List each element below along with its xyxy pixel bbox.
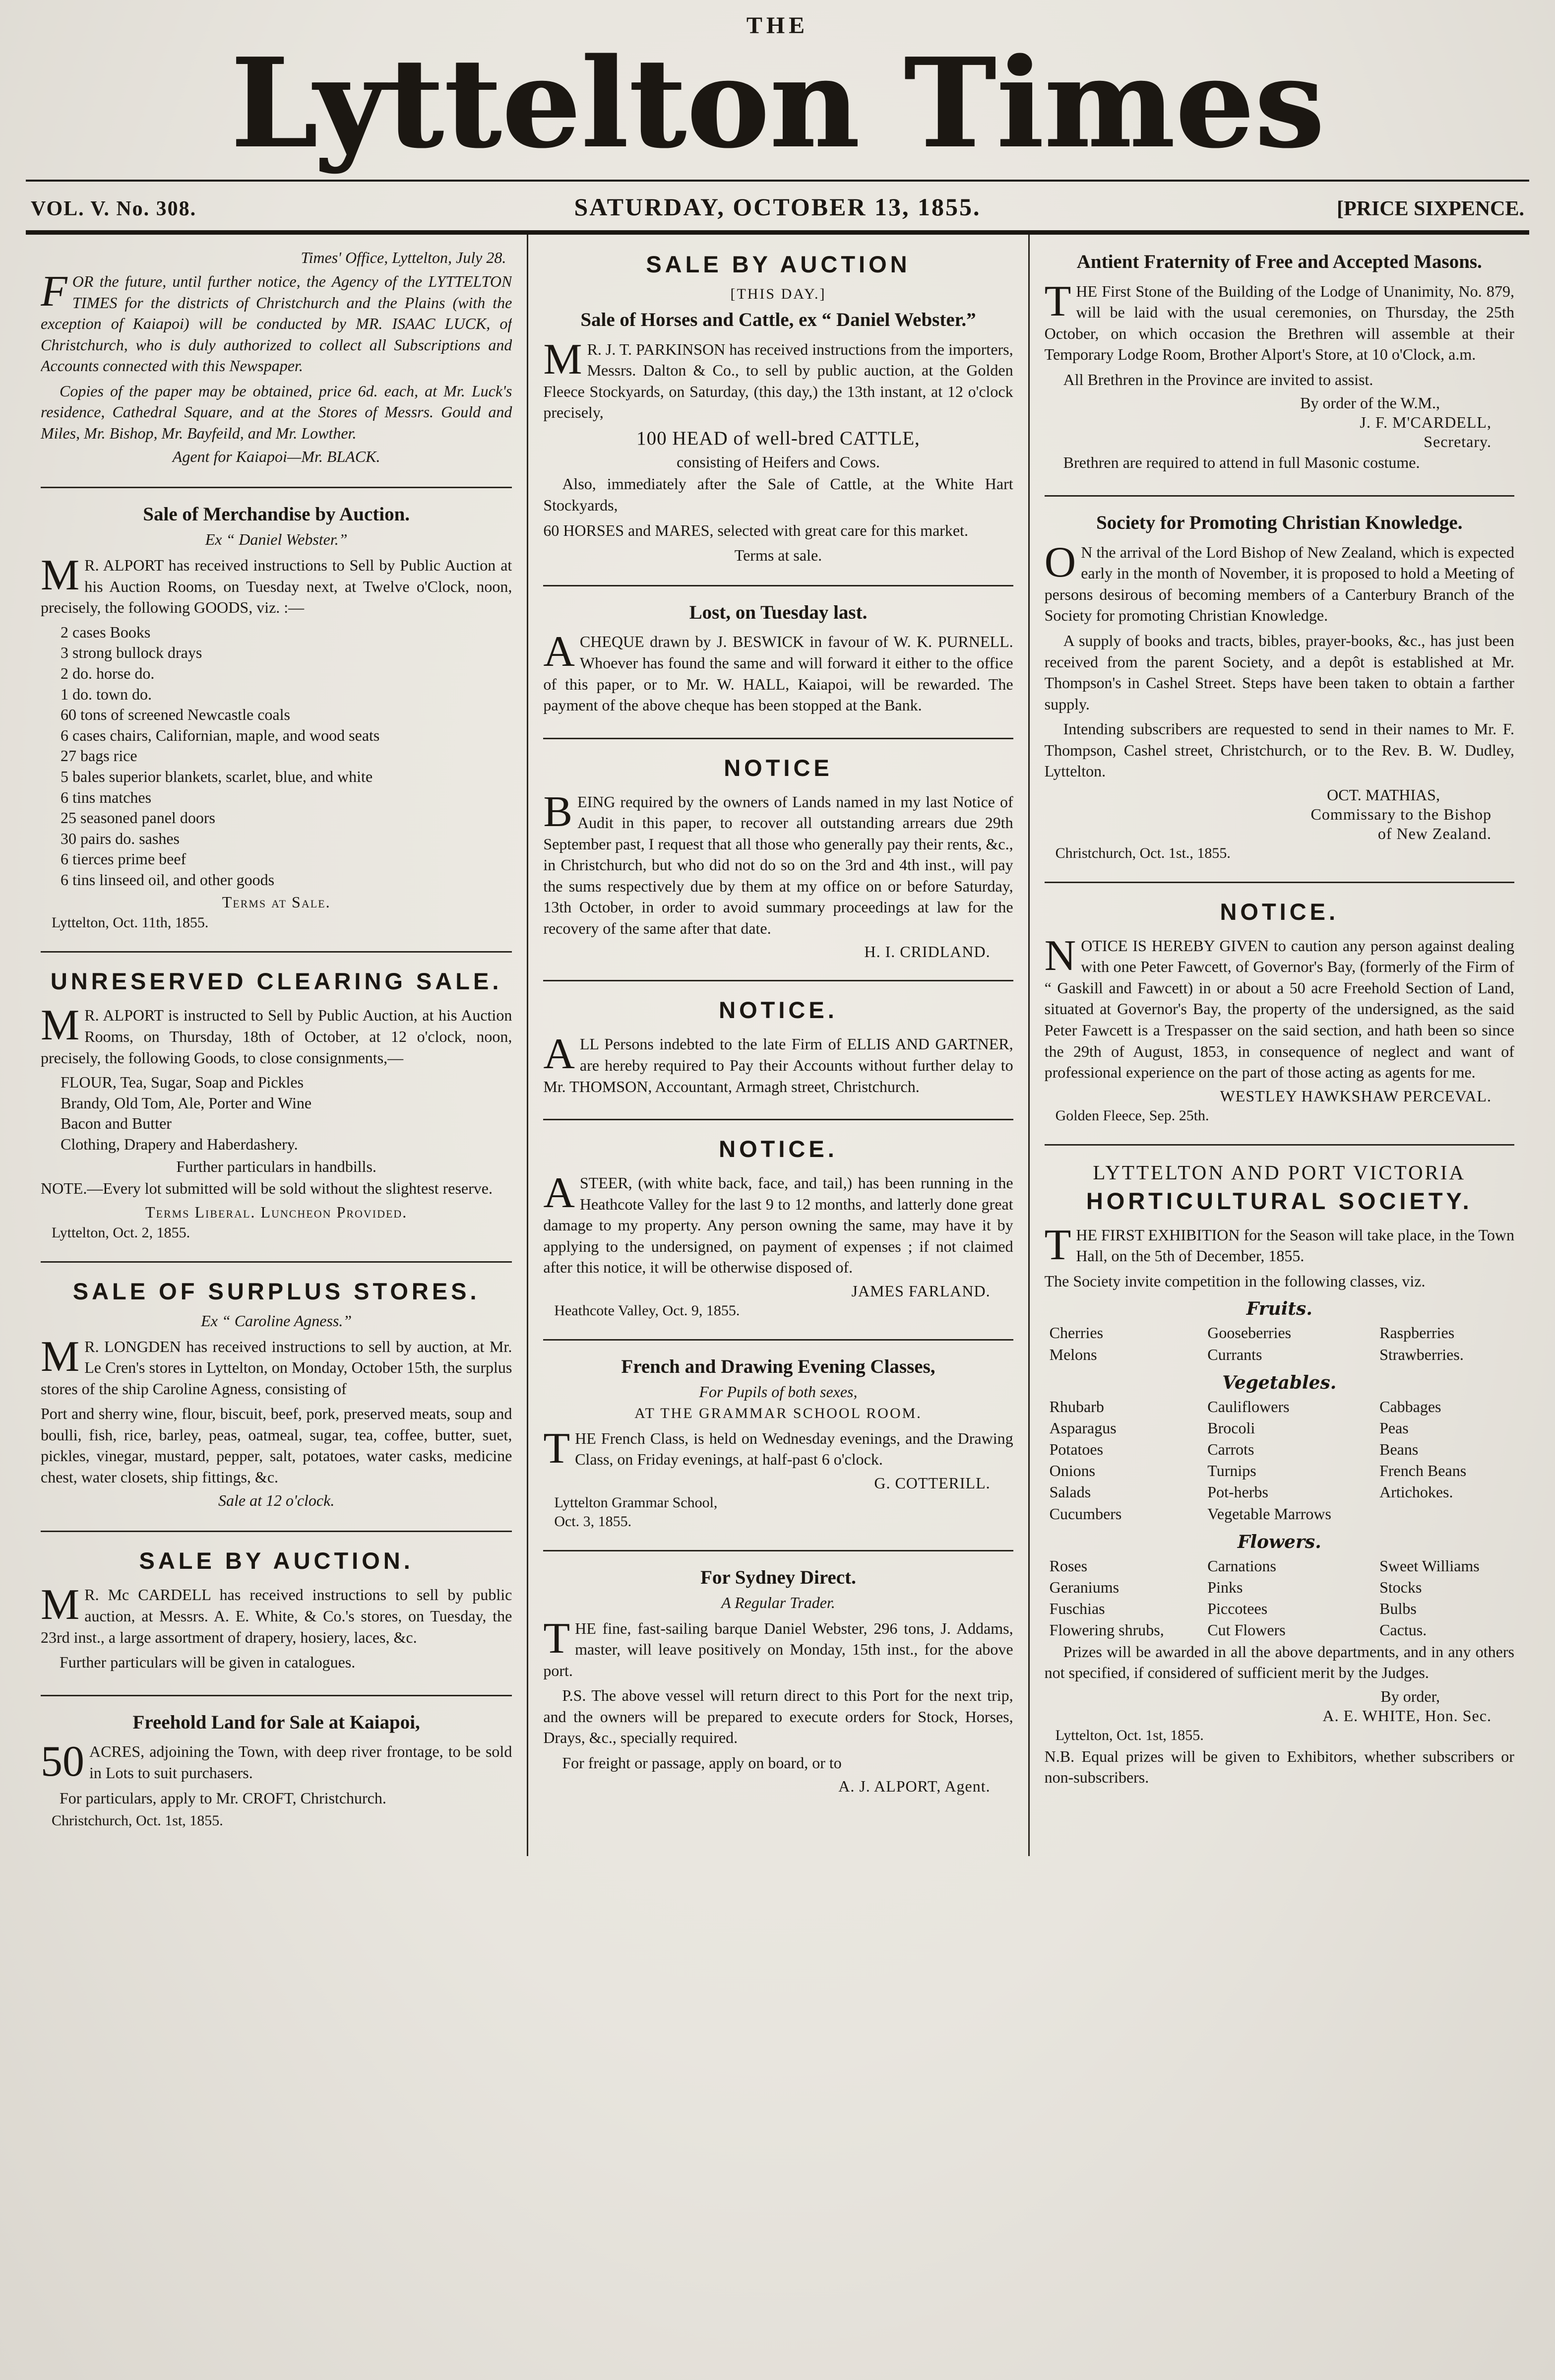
article-subheading: [THIS DAY.] (730, 285, 826, 302)
issue-date: SATURDAY, OCTOBER 13, 1855. (574, 193, 981, 221)
signature: OCT. MATHIAS, (1327, 785, 1440, 804)
signature: G. COTTERILL. (874, 1474, 991, 1492)
article (543, 980, 1013, 1106)
centered-line: Further particulars in handbills. (176, 1157, 376, 1175)
paragraph-text: R. ALPORT has received instructions to Sell by Public Auction at his Auction Rooms, on Tuesday next, at Twelve o'Clock, noon, precisely, the following GOODS, viz. :— (41, 556, 512, 617)
table-row (1045, 1598, 1514, 1619)
masthead-rule-thick (26, 230, 1529, 235)
article-subheading: Ex “ Daniel Webster.” (205, 530, 348, 549)
table-row (1045, 1619, 1514, 1641)
paragraph (41, 1584, 512, 1648)
table-cell: Cut Flowers (1207, 1621, 1286, 1639)
table-cell: Beans (1379, 1440, 1419, 1459)
table-cell (1379, 1503, 1514, 1525)
list-item: Brandy, Old Tom, Ale, Porter and Wine (61, 1094, 312, 1112)
table-cell: Turnips (1207, 1462, 1256, 1480)
table-row (1045, 1439, 1514, 1460)
paragraph: Prizes will be awarded in all the above departments, and in any others not specified, if considered of sufficient merit by the Judges. (1044, 1642, 1514, 1682)
drop-cap: A (543, 631, 575, 676)
page-columns (26, 235, 1529, 1856)
paragraph (543, 1428, 1013, 1470)
table-cell: Bulbs (1379, 1600, 1417, 1618)
table-cell: Rhubarb (1049, 1397, 1104, 1415)
table-cell: Sweet Williams (1379, 1556, 1480, 1575)
paragraph (1045, 935, 1514, 1083)
signature: A. E. WHITE, Hon. Sec. (1322, 1706, 1492, 1725)
table-cell: Raspberries (1379, 1324, 1455, 1342)
paragraph: N.B. Equal prizes will be given to Exhibitors, whether subscribers or non-subscribers. (1044, 1747, 1514, 1787)
paragraph (543, 791, 1013, 939)
paragraph: All Brethren in the Province are invited to assist. (1063, 370, 1373, 388)
paragraph-text: N the arrival of the Lord Bishop of New Zealand, which is expected early in the month of November, it is proposed to hold a Meeting of persons desirous of becoming members of a Canterbury Branch of the Society for promoting Christian Knowledge. (1044, 543, 1514, 625)
table-cell: Onions (1049, 1462, 1096, 1480)
centered-line: Agent for Kaiapoi—Mr. BLACK. (172, 448, 380, 466)
centered-line: 100 HEAD of well-bred CATTLE, (636, 427, 920, 449)
table-cell: Cabbages (1379, 1397, 1441, 1415)
article-heading: NOTICE. (719, 1136, 838, 1162)
article-heading: For Sydney Direct. (700, 1566, 856, 1588)
article-dateline: Lyttelton, Oct. 2, 1855. (52, 1224, 190, 1241)
article-heading: French and Drawing Evening Classes, (621, 1355, 935, 1377)
paragraph: Port and sherry wine, flour, biscuit, beef, pork, preserved meats, soup and boulli, fish, rice, barley, peas, oatmeal, sugar, tea, coffee, butter, suet, pickles, vinegar, mustard, pepper, salt, potatoes, water casks, medicine chest, water closets, ship fittings, &c. (41, 1405, 512, 1486)
centered-line: Terms Liberal. Luncheon Provided. (145, 1203, 408, 1221)
drop-cap: M (41, 1336, 80, 1381)
paragraph (543, 1033, 1013, 1097)
paragraph-text: STEER, (with white back, face, and tail,) has been running in the Heathcote Valley for the last 9 to 12 months, and latterly done great damage to my property. Any person owning the same, may have it by applying to the undersigned, on payment of expenses ; if not claimed after this notice, it will be otherwise disposed of. (543, 1174, 1013, 1277)
table-row (1045, 1322, 1514, 1344)
paragraph: The Society invite competition in the following classes, viz. (1044, 1272, 1426, 1290)
paragraph-text: HE fine, fast-sailing barque Daniel Webster, 296 tons, J. Addams, master, will leave positively on Monday, 15th inst., for the above port. (543, 1619, 1013, 1679)
drop-cap: O (1044, 541, 1076, 586)
table-cell: Gooseberries (1207, 1324, 1292, 1342)
article-heading: UNRESERVED CLEARING SALE. (50, 968, 502, 995)
signature: By order of the W.M., (1300, 394, 1440, 412)
list-item: 6 cases chairs, Californian, maple, and wood seats (61, 726, 380, 744)
article (41, 1695, 512, 1836)
centered-line: Sale at 12 o'clock. (218, 1491, 335, 1510)
section-heading: Flowers. (1237, 1531, 1321, 1552)
paragraph (1045, 542, 1514, 626)
section-heading: Vegetables. (1222, 1372, 1337, 1393)
paragraph (543, 631, 1013, 715)
centered-line: Terms at sale. (734, 546, 822, 565)
paragraph-text: HE First Stone of the Building of the Lodge of Unanimity, No. 879, will be laid with the usual ceremonies, on Thursday, the 25th October, on which occasion the Brethren will assemble at their Temporary Lodge Room, Brother Alport's Store, at 10 o'Clock, a.m. (1044, 282, 1514, 364)
paragraph-text: R. LONGDEN has received instructions to sell by auction, at Mr. Le Cren's stores in Lyttelton, on Monday, October 15th, the surplus stores of the ship Caroline Agness, consisting of (41, 1337, 512, 1398)
table-cell: French Beans (1379, 1462, 1467, 1480)
article (41, 1261, 512, 1518)
drop-cap: M (543, 338, 582, 384)
table-row (1045, 1503, 1514, 1525)
article (41, 487, 512, 938)
table-cell: Stocks (1379, 1578, 1422, 1596)
paragraph-text: CHEQUE drawn by J. BESWICK in favour of W. K. PURNELL. Whoever has found the same and will forward it either to the office of this paper, or to Mr. W. HALL, Kaiapoi, will be rewarded. The payment of the above cheque has been stopped at the Bank. (543, 633, 1013, 714)
paragraph (41, 1336, 512, 1400)
paragraph: NOTE.—Every lot submitted will be sold without the slightest reserve. (41, 1179, 493, 1198)
table-cell: Cactus. (1379, 1621, 1427, 1639)
article-heading: SALE BY AUCTION (646, 251, 911, 277)
masthead-title: Lyttelton Times (230, 31, 1325, 176)
list-item: 3 strong bullock drays (61, 643, 202, 662)
article-subheading: Ex “ Caroline Agness.” (201, 1311, 352, 1330)
list-item: 6 tins matches (61, 788, 152, 806)
table-cell: Potatoes (1049, 1440, 1104, 1459)
article (1045, 495, 1514, 869)
drop-cap: N (1044, 935, 1076, 980)
table-cell: Piccotees (1207, 1600, 1268, 1618)
table-cell: Artichokes. (1379, 1483, 1453, 1501)
paragraph (41, 555, 512, 618)
list-item: 2 cases Books (61, 623, 151, 641)
paragraph: Brethren are required to attend in full Masonic costume. (1063, 453, 1420, 472)
article-subheading: For Pupils of both sexes, (699, 1382, 858, 1401)
paragraph: Copies of the paper may be obtained, price 6d. each, at Mr. Luck's residence, Cathedral Square, and at the Stores of Messrs. Gould and Miles, Mr. Bishop, Mr. Bayfeild, and Mr. Lowther. (41, 382, 512, 442)
article-heading: NOTICE (724, 754, 833, 781)
article-heading: Antient Fraternity of Free and Accepted Masons. (1076, 251, 1482, 272)
table-cell: Pot-herbs (1207, 1483, 1268, 1501)
list-item: 2 do. horse do. (61, 664, 155, 682)
paragraph-text: HE FIRST EXHIBITION for the Season will take place, in the Town Hall, on the 5th of December, 1855. (1076, 1225, 1514, 1265)
paragraph-text: R. ALPORT is instructed to Sell by Public Auction, at his Auction Rooms, on Thursday, 18th of October, at 12 o'clock, noon, precisely, the following Goods, to close consignments,— (41, 1006, 512, 1067)
paragraph: Also, immediately after the Sale of Cattle, at the White Hart Stockyards, (543, 475, 1013, 515)
list-item: 27 bags rice (61, 747, 137, 765)
article (1045, 1144, 1514, 1797)
paragraph: Intending subscribers are requested to send in their names to Mr. F. Thompson, Cashel street, Christchurch, or to the Rev. B. W. Dudley, Lyttelton. (1044, 720, 1514, 780)
price-label: [PRICE SIXPENCE. (1336, 197, 1524, 220)
drop-cap: A (543, 1033, 575, 1079)
drop-cap: T (1044, 280, 1071, 325)
drop-cap: 50 (41, 1741, 84, 1784)
paragraph-text: ACRES, adjoining the Town, with deep river frontage, to be sold in Lots to suit purchasers. (89, 1742, 512, 1782)
column-3 (1028, 235, 1529, 1856)
paragraph (543, 1172, 1013, 1278)
drop-cap: F (41, 270, 67, 316)
table-row (1045, 1344, 1514, 1365)
masthead-kicker: THE (746, 12, 809, 39)
article-subheading: A Regular Trader. (721, 1593, 835, 1611)
article-dateline: Lyttelton, Oct. 1st, 1855. (1055, 1727, 1204, 1743)
article (41, 249, 512, 474)
paragraph (543, 1618, 1013, 1681)
article (1045, 882, 1514, 1131)
article-dateline: Lyttelton, Oct. 11th, 1855. (52, 914, 209, 931)
article-dateline: Christchurch, Oct. 1st, 1855. (52, 1812, 223, 1829)
signature: Commissary to the Bishop (1310, 805, 1492, 823)
paragraph: P.S. The above vessel will return direct to this Port for the next trip, and the owners will be prepared to execute orders for Stock, Horses, Drays, &c., specially required. (543, 1686, 1013, 1747)
drop-cap: A (543, 1172, 575, 1218)
drop-cap: B (543, 791, 573, 836)
table-row (1045, 1577, 1514, 1598)
table-cell: Salads (1049, 1483, 1091, 1501)
centered-line: Terms at Sale. (222, 893, 331, 911)
article-dateline: Golden Fleece, Sep. 25th. (1055, 1107, 1209, 1124)
list-item: Clothing, Drapery and Haberdashery. (61, 1135, 298, 1153)
table-cell: Cauliflowers (1207, 1397, 1290, 1415)
list-item: Bacon and Butter (61, 1114, 172, 1133)
paragraph-text: OR the future, until further notice, the Agency of the LYTTELTON TIMES for the districts of Christchurch and the Plains (with the exception of Kaiapoi) will be conducted by MR. ISAAC LUCK, of Christchurch, who is duly authorized to collect all Subscriptions and Accounts connected with this Newspaper. (41, 272, 512, 375)
table-row (1045, 1396, 1514, 1417)
table-cell: Carnations (1207, 1556, 1276, 1575)
article-dateline: Heathcote Valley, Oct. 9, 1855. (554, 1302, 740, 1319)
paragraph-text: LL Persons indebted to the late Firm of ELLIS AND GARTNER, are hereby required to Pay their Accounts without further delay to Mr. THOMSON, Accountant, Armagh street, Christchurch. (543, 1035, 1013, 1095)
article-subheading: AT THE GRAMMAR SCHOOL ROOM. (634, 1405, 922, 1421)
article (41, 951, 512, 1248)
article-dateline: Times' Office, Lyttelton, July 28. (301, 248, 506, 266)
table-cell: Strawberries. (1379, 1345, 1464, 1363)
paragraph-text: R. J. T. PARKINSON has received instructions from the importers, Messrs. Dalton & Co., to sell by public auction, at the Golden Fleece Stockyards, on Saturday, (this day,) the 13th instant, at 12 o'clock precisely, (543, 340, 1013, 422)
paragraph (41, 1005, 512, 1068)
paragraph-text: R. Mc CARDELL has received instructions to sell by public auction, at Messrs. A. E. White, & Co.'s stores, on Tuesday, the 23rd inst., a large assortment of drapery, hosiery, laces, &c. (41, 1586, 512, 1646)
article-heading: SALE OF SURPLUS STORES. (72, 1278, 480, 1304)
article-dateline: Christchurch, Oct. 1st., 1855. (1055, 844, 1231, 861)
paragraph (1045, 1224, 1514, 1267)
table-cell: Geraniums (1049, 1578, 1120, 1596)
paragraph (41, 271, 512, 377)
article-heading: Sale of Horses and Cattle, ex “ Daniel Webster.” (580, 309, 976, 330)
paragraph: For freight or passage, apply on board, or to (562, 1753, 842, 1772)
volume-number: VOL. V. No. 308. (31, 197, 197, 220)
signature: Secretary. (1424, 433, 1492, 451)
table-cell: Flowering shrubs, (1049, 1621, 1164, 1639)
article (543, 738, 1013, 967)
signature: A. J. ALPORT, Agent. (838, 1777, 991, 1796)
article (543, 1339, 1013, 1537)
masthead (26, 0, 1529, 235)
list-item: 60 tons of screened Newcastle coals (61, 706, 290, 724)
article-heading: Lost, on Tuesday last. (689, 601, 868, 623)
article-dateline: Oct. 3, 1855. (554, 1513, 632, 1530)
list-item: 6 tins linseed oil, and other goods (61, 870, 275, 889)
section-heading: Fruits. (1246, 1298, 1312, 1320)
list-item: 1 do. town do. (61, 685, 152, 703)
table-cell: Asparagus (1049, 1418, 1117, 1437)
table-row (1045, 1555, 1514, 1577)
table-cell: Cucumbers (1049, 1504, 1122, 1523)
masthead-bar (26, 182, 1529, 230)
article-heading: LYTTELTON AND PORT VICTORIA (1093, 1160, 1466, 1184)
list-item: 30 pairs do. sashes (61, 829, 180, 847)
paragraph (41, 1741, 512, 1783)
table-cell: Pinks (1207, 1578, 1243, 1596)
article (1045, 251, 1514, 482)
table-cell: Fuschias (1049, 1600, 1105, 1618)
list-item: 5 bales superior blankets, scarlet, blue, and white (61, 767, 373, 785)
paragraph-text: HE French Class, is held on Wednesday evenings, and the Drawing Class, on Friday evenings, at half-past 6 o'clock. (575, 1429, 1013, 1469)
paragraph: A supply of books and tracts, bibles, prayer-books, &c., has just been received from the parent Society, and a depôt is established at Mr. Thompson's in Cashel Street. Steps have been taken to obtain a farther supply. (1044, 632, 1514, 713)
drop-cap: M (41, 1005, 80, 1050)
article-dateline: Lyttelton Grammar School, (554, 1494, 718, 1511)
article-heading: HORTICULTURAL SOCIETY. (1086, 1187, 1473, 1214)
paragraph (1045, 281, 1514, 365)
table-cell: Cherries (1049, 1324, 1104, 1342)
list-item: 6 tierces prime beef (61, 850, 187, 868)
article-heading: SALE BY AUCTION. (139, 1547, 414, 1574)
signature: H. I. CRIDLAND. (864, 943, 991, 961)
table-cell: Vegetable Marrows (1207, 1504, 1331, 1523)
article-heading: Society for Promoting Christian Knowledge. (1096, 512, 1463, 534)
list-item: FLOUR, Tea, Sugar, Soap and Pickles (61, 1073, 304, 1092)
article-heading: Freehold Land for Sale at Kaiapoi, (132, 1711, 420, 1733)
table-cell: Roses (1049, 1556, 1088, 1575)
article (543, 1119, 1013, 1326)
table-cell: Melons (1049, 1345, 1097, 1363)
paragraph-text: EING required by the owners of Lands named in my last Notice of Audit in this paper, to recover all outstanding arrears due 29th September past, I request that all those who generally pay their rents, &c., in Christchurch, but who did not do so on the 3rd and 4th inst., will pay the sums respectively due by them at my office on or before Saturday, 13th October, in order to avoid summary proceedings at law for the recovery of the same after that date. (543, 792, 1013, 937)
centered-line: consisting of Heifers and Cows. (677, 452, 880, 471)
column-1 (26, 235, 527, 1856)
signature: By order, (1380, 1687, 1440, 1705)
signature: J. F. M'CARDELL, (1360, 413, 1492, 432)
paragraph: Further particulars will be given in catalogues. (60, 1653, 356, 1672)
paragraph: For particulars, apply to Mr. CROFT, Christchurch. (60, 1789, 386, 1807)
table-cell: Carrots (1207, 1440, 1254, 1459)
column-2 (527, 235, 1028, 1856)
paragraph-text: OTICE IS HEREBY GIVEN to caution any person against dealing with one Peter Fawcett, of Governor's Bay, (formerly of the Firm of “ Gaskill and Fawcett) in or about a 50 acre Freehold Section of Land, situated at Governor's Bay, the property of the undersigned, as the said Peter Fawcett is a Trespasser on the said section, and hath been so since the 29th of August, 1853, in consequence of neglect and want of professional experience on the part of those acting as agents for me. (1044, 936, 1514, 1082)
article-heading: NOTICE. (1220, 898, 1339, 925)
table-row (1045, 1460, 1514, 1481)
article-heading: Sale of Merchandise by Auction. (143, 504, 410, 525)
table-row (1045, 1481, 1514, 1503)
article (41, 1531, 512, 1681)
drop-cap: T (1044, 1224, 1071, 1267)
article (543, 585, 1013, 725)
table-row (1045, 1417, 1514, 1439)
table-cell: Peas (1379, 1418, 1409, 1437)
table-cell: Brocoli (1207, 1418, 1255, 1437)
table-cell: Currants (1207, 1345, 1262, 1363)
list-item: 25 seasoned panel doors (61, 809, 215, 827)
article (543, 1550, 1013, 1802)
signature: of New Zealand. (1377, 824, 1492, 842)
signature: WESTLEY HAWKSHAW PERCEVAL. (1220, 1087, 1492, 1105)
article-heading: NOTICE. (719, 997, 838, 1024)
drop-cap: T (543, 1427, 570, 1470)
paragraph (543, 339, 1013, 423)
drop-cap: M (41, 1584, 80, 1629)
paragraph: 60 HORSES and MARES, selected with great care for this market. (543, 521, 969, 539)
signature: JAMES FARLAND. (851, 1282, 991, 1300)
drop-cap: T (543, 1617, 570, 1663)
article (543, 251, 1013, 572)
drop-cap: M (41, 555, 80, 600)
